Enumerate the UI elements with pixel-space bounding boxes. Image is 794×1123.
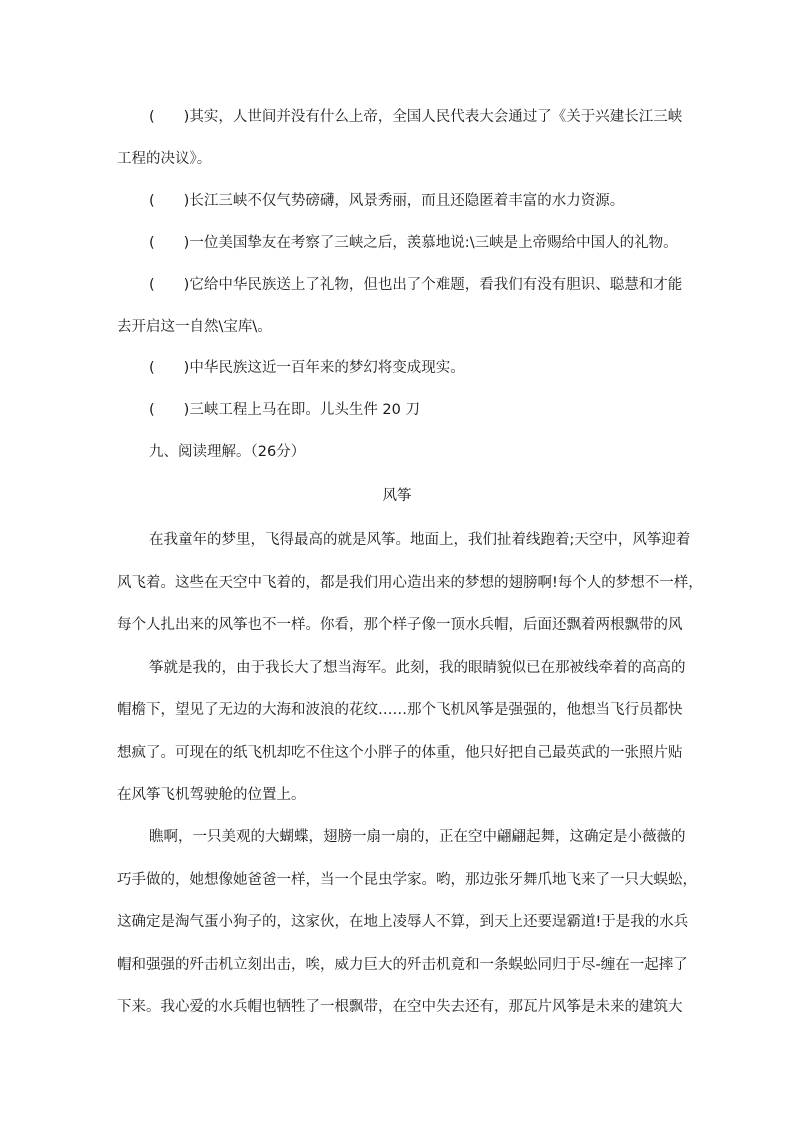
question-5: ( )中华民族这近一百年来的梦幻将变成现实。 [149, 360, 465, 376]
story-line: 想疯了。可现在的纸飞机却吃不住这个小胖子的体重，他只好把自己最英武的一张照片贴 [117, 745, 683, 761]
section-heading: 九、阅读理解。（26分） [149, 444, 306, 460]
story-line: 瞧啊，一只美观的大蝴蝶，翅膀一扇一扇的，正在空中翩翩起舞，这确定是小薇薇的 [149, 829, 686, 845]
question-4-line-2: 去开启这一自然\宝库\。 [117, 319, 272, 335]
story-line: 在风筝飞机驾驶舱的位置上。 [117, 787, 306, 803]
story-line: 每个人扎出来的风筝也不一样。你看，那个样子像一顶水兵帽，后面还飘着两根飘带的风 [117, 617, 683, 633]
question-1-line-2: 工程的决议》。 [117, 151, 212, 167]
question-1-line-1: ( )其实，人世间并没有什么上帝，全国人民代表大会通过了《关于兴建长江三峡 [149, 109, 683, 125]
question-4-line-1: ( )它给中华民族送上了礼物，但也出了个难题，看我们有没有胆识、聪慧和才能 [149, 277, 683, 293]
story-line: 筝就是我的，由于我长大了想当海军。此刻，我的眼睛貌似已在那被线牵着的高高的 [149, 660, 686, 676]
story-line: 巧手做的，她想像她爸爸一样，当一个昆虫学家。哟，那边张牙舞爪地飞来了一只大蜈蚣， [117, 872, 697, 888]
story-line: 这确定是淘气蛋小狗子的，这家伙，在地上凌辱人不算，到天上还要逞霸道!于是我的水兵 [117, 914, 689, 930]
story-line: 风飞着。这些在天空中飞着的，都是我们用心造出来的梦想的翅膀啊!每个人的梦想不一样， [117, 575, 703, 591]
story-line: 在我童年的梦里，飞得最高的就是风筝。地面上，我们扯着线跑着;天空中，风筝迎着 [149, 532, 691, 548]
story-title: 风筝 [382, 488, 412, 504]
story-line: 帽和强强的歼击机立刻出击，唉，威力巨大的歼击机竟和一条蜈蚣同归于尽-缠在一起摔了 [117, 957, 688, 973]
story-line: 下来。我心爱的水兵帽也牺牲了一根飘带，在空中失去还有，那瓦片风筝是未来的建筑大 [117, 999, 683, 1015]
question-3: ( )一位美国挚友在考察了三峡之后，羡慕地说:\三峡是上帝赐给中国人的礼物。 [149, 235, 678, 251]
question-6: ( )三峡工程上马在即。儿头生件 20 刀 [149, 402, 420, 418]
question-2: ( )长江三峡不仅气势磅礴，风景秀丽，而且还隐匿着丰富的水力资源。 [149, 193, 625, 209]
story-line: 帽檐下，望见了无边的大海和波浪的花纹……那个飞机风筝是强强的，他想当飞行员都快 [117, 702, 683, 718]
